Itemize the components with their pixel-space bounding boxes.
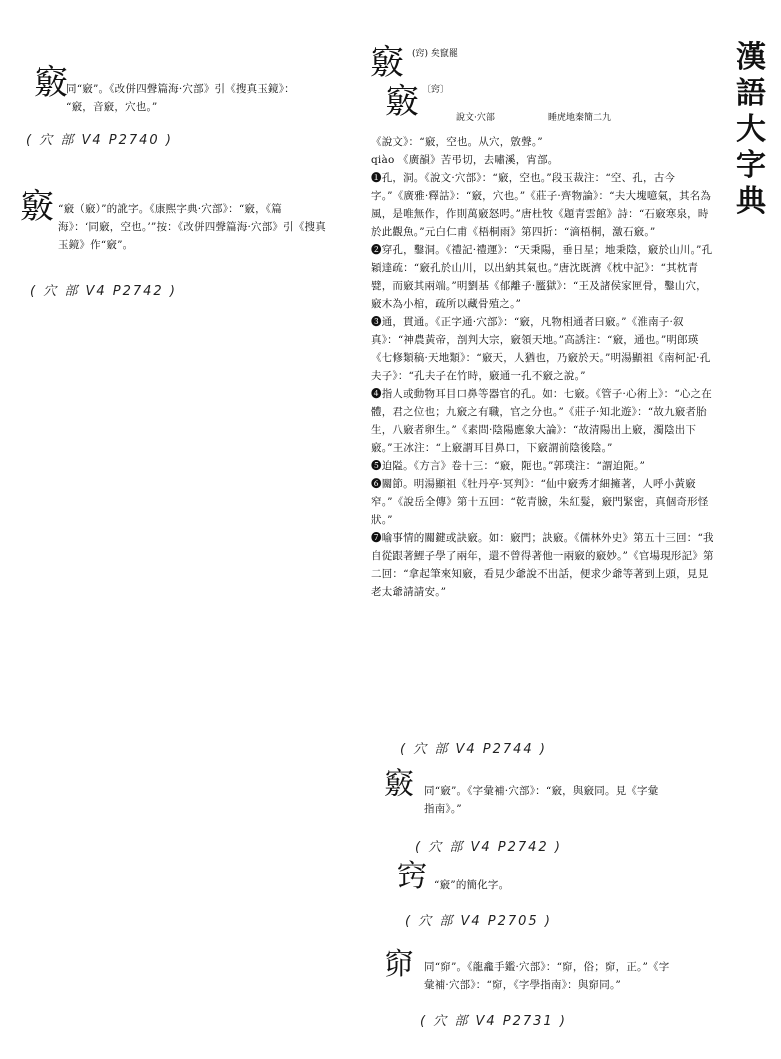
- sense-paragraph: ❼喻事情的關鍵或訣竅。如：竅門；訣竅。《儒林外史》第五十三回：“我自從跟著鯉子學了兩年，還不曾得著他一兩竅的竅妙。”《官場現形記》第二回：“拿起筆來知竅，看見少爺說不出話，便求少爺等著到上頭，見見老太爺請請安。”: [371, 532, 714, 598]
- seal-script-caption: 說文·穴部: [456, 113, 495, 123]
- entry-definition: [434, 876, 714, 894]
- definition-line: 海》：‘同竅，空也。’”按：《改併四聲篇海·穴部》引《搜真: [58, 221, 326, 233]
- entry-head-note: 〔窍〕: [422, 85, 450, 95]
- handwritten-reference-note: ( 穴 部 V4 P2731 ): [420, 1014, 567, 1029]
- entry-head-char: 竅: [370, 43, 404, 83]
- definition-line: “竅（竅）”的訛字。《康熙字典·穴部》：“竅，《篇: [58, 203, 282, 215]
- entry-head-char: 竅: [385, 82, 419, 122]
- entry-head-char: 竅: [20, 187, 54, 227]
- definition-line: “竅，音竅，穴也。”: [66, 101, 158, 113]
- book-title-char: 語: [736, 76, 766, 111]
- definition-line: 同“竅”。《字彙補·穴部》：“竅，與竅同。見《字彙: [424, 785, 659, 797]
- definition-line: 彙補·穴部》：“窌，《字學指南》：與窌同。”: [424, 979, 621, 991]
- definition-line: “竅”的簡化字。: [434, 879, 510, 891]
- entry-head-char: 窍: [397, 859, 427, 894]
- book-title-char: 字: [736, 148, 766, 183]
- handwritten-reference-note: ( 穴 部 V4 P2705 ): [405, 914, 552, 929]
- book-title-char: 漢: [736, 40, 766, 75]
- definition-line: 玉鏡》作“竅”。: [58, 239, 134, 251]
- book-title-char: 大: [736, 112, 766, 147]
- entry-definition: [424, 958, 724, 994]
- book-title-char: 典: [736, 184, 766, 219]
- entry-definition: [424, 782, 724, 818]
- handwritten-reference-note: ( 穴 部 V4 P2744 ): [400, 742, 547, 757]
- definition-line: 同“窌”。《龍龕手鑑·穴部》：“窌，俗；窌，正。”《字: [424, 961, 670, 973]
- sense-paragraph: ❸通，貫通。《正字通·穴部》：“竅，凡物相通者曰竅。”《淮南子·叙真》：“神農黃帝，剖判大宗，竅領天地。”高誘注：“竅，通也。”明郎瑛《七修類稿·天地類》：“竅天，人猶也，乃竅於天。”明湯顯祖《南柯記·孔夫子》：“孔夫子在竹時，竅通一孔不竅之說。”: [371, 316, 711, 382]
- entry-definition: [66, 80, 356, 116]
- definition-line: 指南》。”: [424, 803, 462, 815]
- definition-line: 同“竅”。《改併四聲篇海·穴部》引《搜真玉鏡》：: [66, 83, 295, 95]
- handwritten-reference-note: ( 穴 部 V4 P2742 ): [415, 840, 562, 855]
- variant-caption: 睡虎地秦簡二九: [548, 113, 612, 123]
- handwritten-reference-note: ( 穴 部 V4 P2742 ): [30, 284, 177, 299]
- handwritten-reference-note: ( 穴 部 V4 P2740 ): [26, 133, 173, 148]
- sense-paragraph: ❺迫隘。《方言》卷十三：“竅，阨也。”郭璞注：“謂迫阨。”: [371, 460, 646, 472]
- entry-head-char: 竅: [384, 767, 414, 802]
- sense-paragraph: ❻關節。明湯顯祖《牡丹亭·冥判》：“仙中竅秀才細擁著，人呼小黃竅窄。”《說岳全傳》第十五回：“乾青臉，朱紅髮，竅門緊密，真個奇形怪狀。”: [371, 478, 709, 526]
- sense-paragraph: 《說文》：“竅，空也。从穴，敫聲。”: [371, 136, 543, 148]
- main-entry-body: [371, 133, 716, 601]
- sense-paragraph: ❶孔，洞。《說文·穴部》：“竅，空也。”段玉裁注：“空、孔，古今字。”《廣雅·釋詁》：“竅，穴也。”《莊子·齊物論》：“夫大塊噫氣，其名為風，是唯無作，作則萬竅怒呺。”唐杜牧《題青雲館》詩：“石竅寒泉，時於此觀魚。”元白仁甫《梧桐雨》第四折：“滴梧桐，激石竅。”: [371, 172, 712, 238]
- entry-head-char: 窌: [384, 947, 414, 982]
- sense-paragraph: ❹指人或動物耳目口鼻等器官的孔。如：七竅。《管子·心術上》：“心之在體，君之位也；九竅之有職，官之分也。”《莊子·知北遊》：“故九竅者胎生，八竅者卵生。”《素問·陰陽應象大論》：“故清陽出上竅，濁陰出下竅。”王冰注：“上竅謂耳目鼻口，下竅謂前陰後陰。”: [371, 388, 713, 454]
- entry-head-char: 竅: [34, 63, 68, 103]
- sense-paragraph: ❷穿孔，鑿洞。《禮記·禮運》：“天秉陽，垂日星；地秉陰，竅於山川。”孔穎達疏：“竅孔於山川，以出納其氣也。”唐沈既濟《枕中記》：“其枕青甓，而竅其兩端。”明劉基《郁離子·蟨獄》：“王及諸侯家匣骨，鑿山穴，竅木為小棺，疏所以藏骨殖之。”: [371, 244, 713, 310]
- entry-definition: [58, 200, 358, 254]
- sense-paragraph: qiào 《廣韻》苦弔切，去嘯溪，宵部。: [371, 154, 559, 166]
- entry-head-note: (窍) 矣竄罷: [412, 49, 458, 59]
- book-title: [733, 40, 769, 220]
